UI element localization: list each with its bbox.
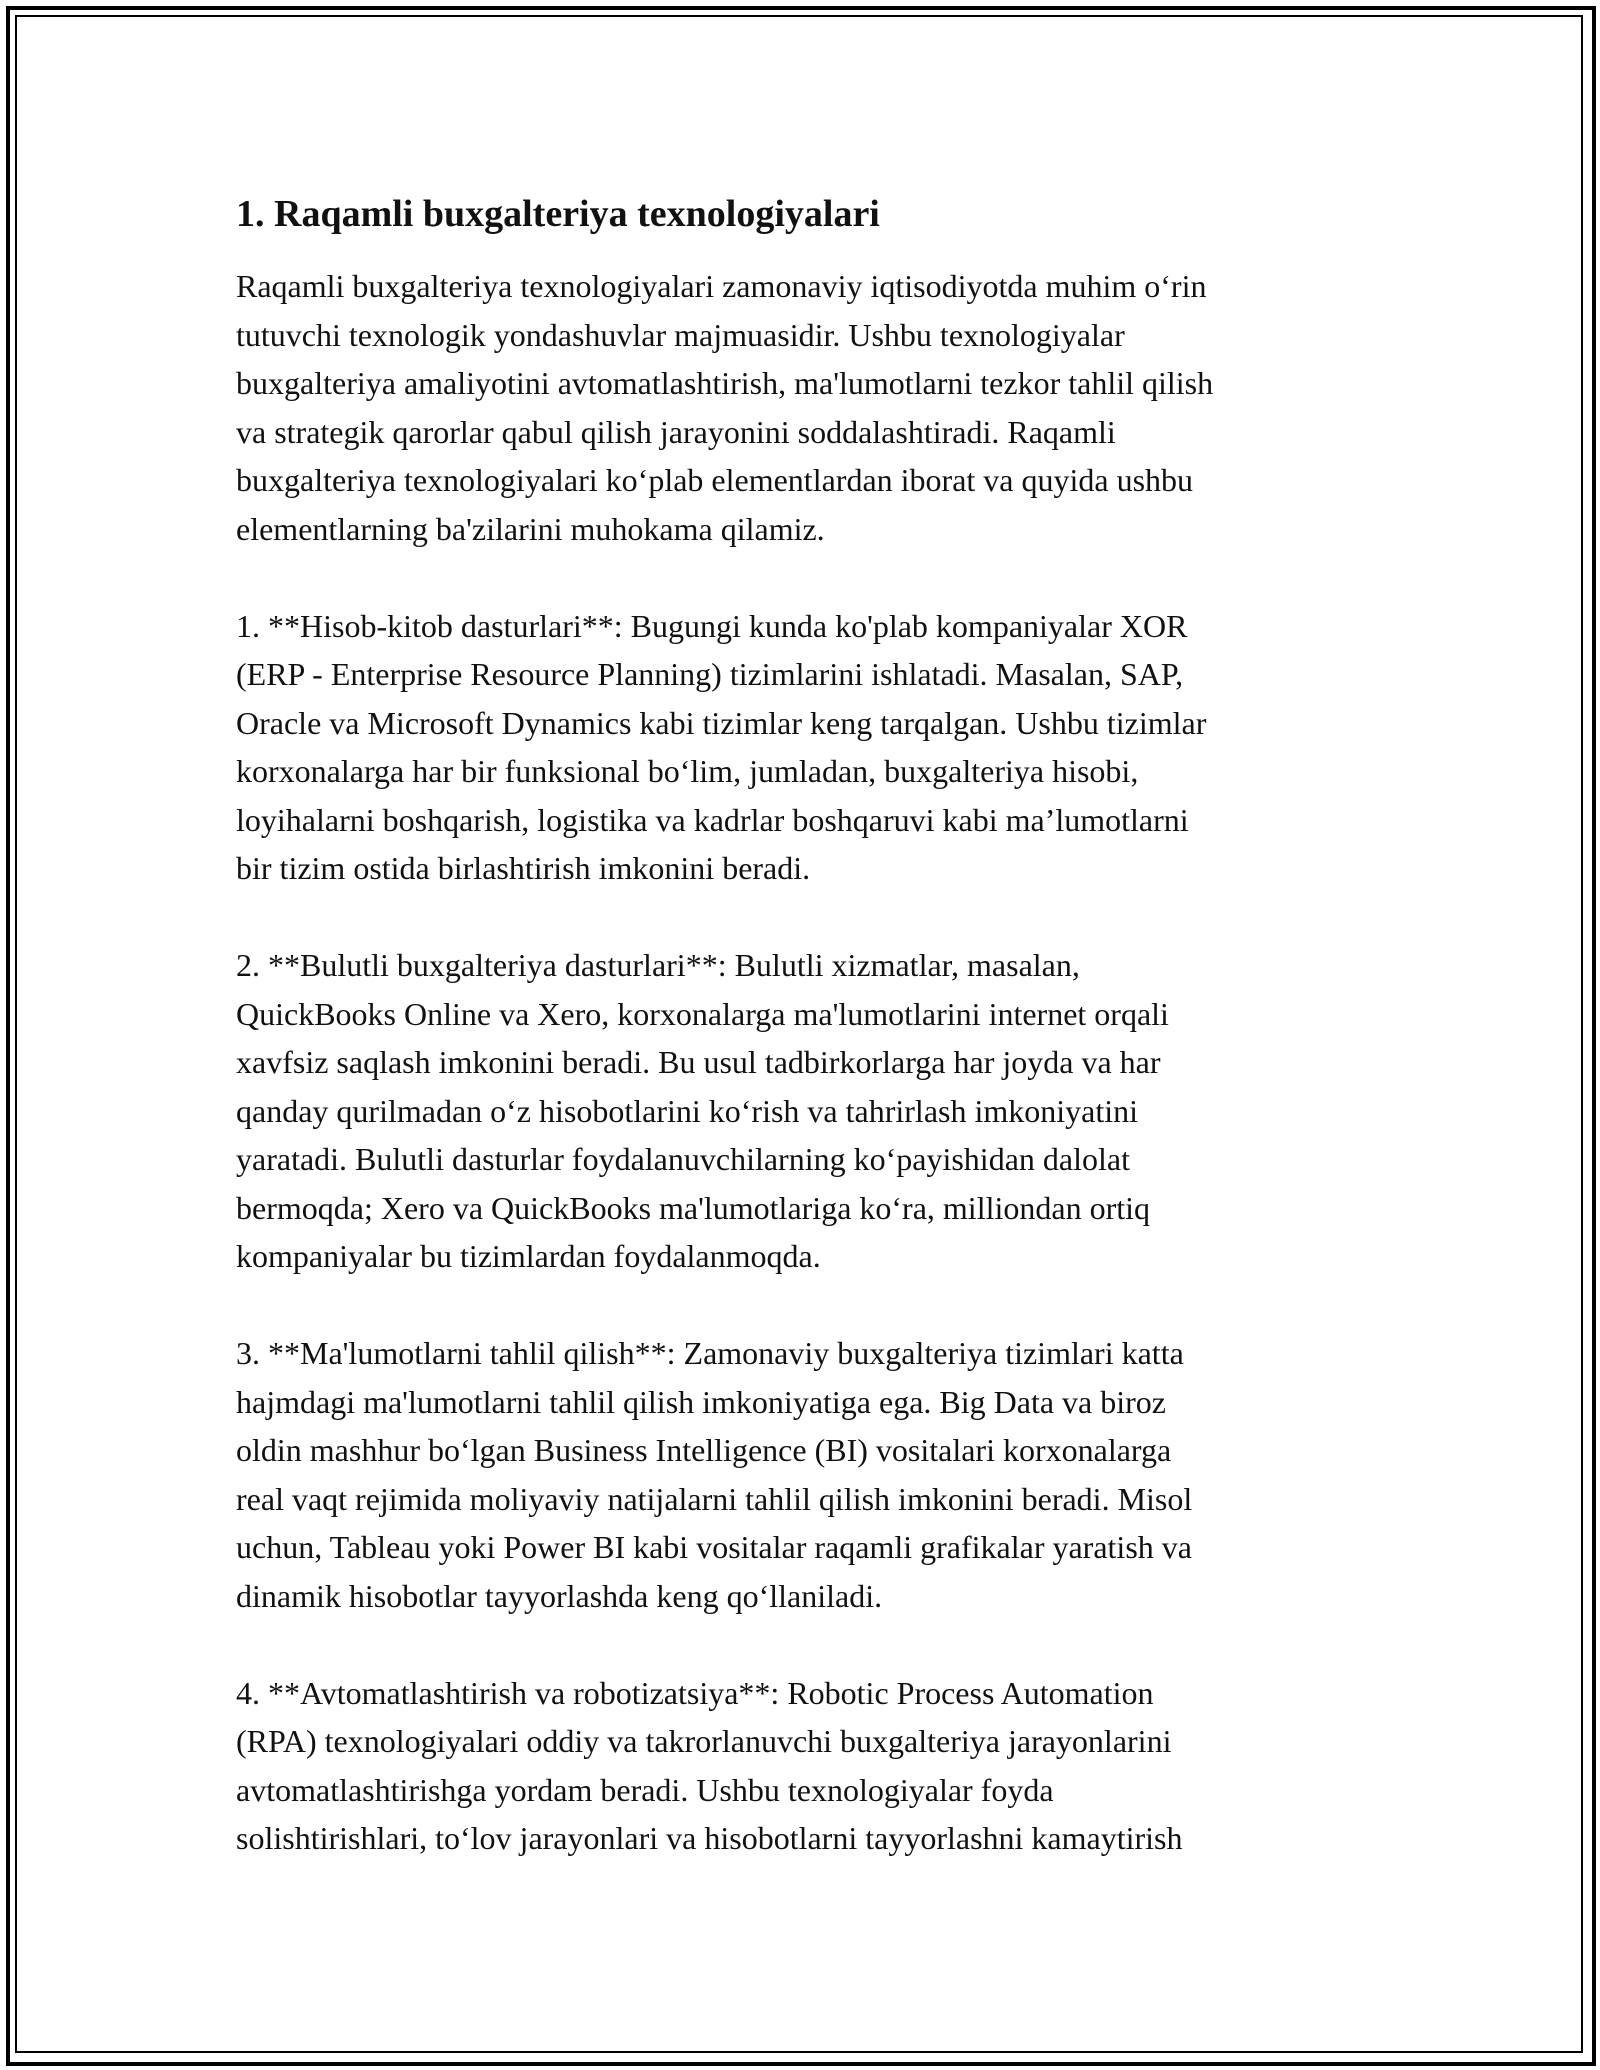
paragraph-item-1 xyxy=(236,602,1366,893)
text-line: elementlarning ba'zilarini muhokama qilamiz. xyxy=(236,510,825,547)
text-line: QuickBooks Online va Xero, korxonalarga ma'lumotlarini internet orqali xyxy=(236,995,1169,1032)
text-line: korxonalarga har bir funksional bo‘lim, jumladan, buxgalteriya hisobi, xyxy=(236,753,1139,789)
text-line: (ERP - Enterprise Resource Planning) tizimlarini ishlatadi. Masalan, SAP, xyxy=(236,656,1184,692)
text-line: oldin mashhur bo‘lgan Business Intelligence (BI) vositalari korxonalarga xyxy=(236,1432,1172,1468)
text-line: (RPA) texnologiyalari oddiy va takrorlanuvchi buxgalteriya jarayonlarini xyxy=(236,1723,1172,1759)
text-line: buxgalteriya amaliyotini avtomatlashtirish, ma'lumotlarni tezkor tahlil qilish xyxy=(236,365,1214,401)
text-line: Oracle va Microsoft Dynamics kabi tizimlar keng tarqalgan. Ushbu tizimlar xyxy=(236,704,1207,741)
text-line: yaratadi. Bulutli dasturlar foydalanuvchilarning ko‘payishidan dalolat xyxy=(236,1141,1130,1177)
text-line: hajmdagi ma'lumotlarni tahlil qilish imkoniyatiga ega. Big Data va biroz xyxy=(236,1383,1166,1420)
text-line: uchun, Tableau yoki Power BI kabi vositalar raqamli grafikalar yaratish va xyxy=(236,1529,1192,1565)
text-line: loyihalarni boshqarish, logistika va kadrlar boshqaruvi kabi ma’lumotlarni xyxy=(236,801,1189,838)
text-line: dinamik hisobotlar tayyorlashda keng qo‘llaniladi. xyxy=(236,1577,883,1614)
text-line: kompaniyalar bu tizimlardan foydalanmoqda. xyxy=(236,1238,821,1274)
text-line: bermoqda; Xero va QuickBooks ma'lumotlariga ko‘ra, milliondan ortiq xyxy=(236,1189,1150,1226)
text-line: avtomatlashtirishga yordam beradi. Ushbu texnologiyalar foyda xyxy=(236,1771,1054,1808)
text-line: 4. **Avtomatlashtirish va robotizatsiya**: Robotic Process Automation xyxy=(236,1674,1154,1711)
text-line: real vaqt rejimida moliyaviy natijalarni tahlil qilish imkonini beradi. Misol xyxy=(236,1480,1193,1517)
text-line: 1. **Hisob-kitob dasturlari**: Bugungi kunda ko'plab kompaniyalar XOR xyxy=(236,607,1188,644)
text-line: bir tizim ostida birlashtirish imkonini beradi. xyxy=(236,850,811,886)
document-body xyxy=(236,186,1366,1911)
text-line: xavfsiz saqlash imkonini beradi. Bu usul tadbirkorlarga har joyda va har xyxy=(236,1044,1161,1080)
text-line: qanday qurilmadan o‘z hisobotlarini ko‘rish va tahrirlash imkoniyatini xyxy=(236,1092,1139,1129)
paragraph-item-4 xyxy=(236,1669,1366,1863)
text-line: tutuvchi texnologik yondashuvlar majmuasidir. Ushbu texnologiyalar xyxy=(236,316,1125,353)
paragraph-intro xyxy=(236,262,1366,553)
section-heading: 1. Raqamli buxgalteriya texnologiyalari xyxy=(236,193,880,235)
text-line: buxgalteriya texnologiyalari ko‘plab elementlardan iborat va quyida ushbu xyxy=(236,462,1194,498)
text-line: solishtirishlari, to‘lov jarayonlari va hisobotlarni tayyorlashni kamaytirish xyxy=(236,1820,1183,1856)
text-line: 2. **Bulutli buxgalteriya dasturlari**: Bulutli xizmatlar, masalan, xyxy=(236,947,1080,983)
text-line: 3. **Ma'lumotlarni tahlil qilish**: Zamonaviy buxgalteriya tizimlari katta xyxy=(236,1335,1184,1371)
paragraph-item-3 xyxy=(236,1329,1366,1620)
text-line: va strategik qarorlar qabul qilish jarayonini soddalashtiradi. Raqamli xyxy=(236,413,1116,450)
paragraph-item-2 xyxy=(236,941,1366,1281)
text-line: Raqamli buxgalteriya texnologiyalari zamonaviy iqtisodiyotda muhim o‘rin xyxy=(236,268,1207,304)
